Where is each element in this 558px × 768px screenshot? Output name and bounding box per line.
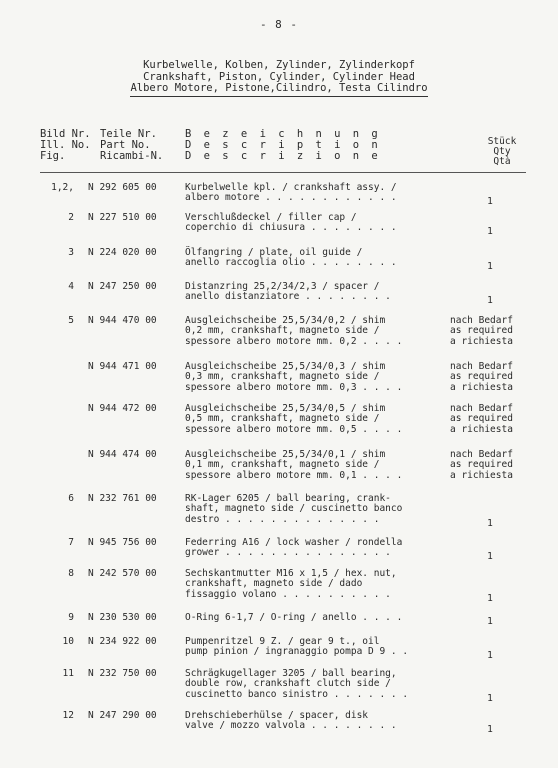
row-part-number: N 945 756 00: [88, 537, 157, 548]
quantity-note-line: nach Bedarf: [450, 361, 513, 372]
row-description: [185, 613, 445, 623]
quantity-note-line: a richiesta: [450, 335, 513, 347]
row-part-number: N 247 250 00: [88, 281, 157, 292]
row-description: [185, 248, 445, 269]
row-part-number: N 247 290 00: [88, 710, 157, 721]
header-divider: [40, 172, 526, 173]
quantity-note-line: a richiesta: [450, 423, 513, 435]
description-line: spessore albero motore mm. 0,1 . . . .: [185, 469, 403, 481]
row-part-number: N 944 472 00: [88, 403, 157, 414]
header-part-de: Teile Nr.: [100, 128, 157, 140]
description-line: valve / mozzo valvola . . . . . . . .: [185, 720, 397, 732]
row-part-number: N 242 570 00: [88, 568, 157, 579]
row-part-number: N 224 020 00: [88, 247, 157, 258]
description-line: 0,2 mm, crankshaft, magneto side /: [185, 325, 380, 337]
description-line: O-Ring 6-1,7 / O-ring / anello . . . .: [185, 612, 403, 623]
row-description: [185, 637, 445, 658]
row-description: [185, 669, 445, 700]
row-figure-number: 8: [68, 568, 74, 579]
row-description: [185, 213, 445, 234]
row-quantity: 1: [487, 650, 493, 662]
description-line: Sechskantmutter M16 x 1,5 / hex. nut,: [185, 568, 397, 579]
quantity-note-line: as required: [450, 325, 513, 337]
description-line: 0,5 mm, crankshaft, magneto side /: [185, 413, 380, 425]
header-desc-en: D e s c r i p t i o n: [185, 139, 381, 151]
row-quantity: 1: [487, 196, 493, 208]
description-line: Schrägkugellager 3205 / ball bearing,: [185, 668, 397, 679]
header-part-it: Ricambi-N.: [100, 150, 164, 162]
row-description: [185, 282, 445, 303]
row-figure-number: 6: [68, 493, 74, 504]
description-line: Ausgleichscheibe 25,5/34/0,3 / shim: [185, 361, 386, 372]
description-line: Ausgleichscheibe 25,5/34/0,2 / shim: [185, 315, 386, 326]
description-line: spessore albero motore mm. 0,5 . . . .: [185, 423, 403, 435]
description-line: spessore albero motore mm. 0,3 . . . .: [185, 381, 403, 393]
description-line: Ölfangring / plate, oil guide /: [185, 247, 363, 258]
description-line: cuscinetto banco sinistro . . . . . . .: [185, 688, 409, 700]
quantity-note-line: a richiesta: [450, 381, 513, 393]
row-quantity-note: [450, 404, 513, 435]
row-quantity: 1: [487, 692, 493, 704]
quantity-note-line: as required: [450, 413, 513, 425]
row-part-number: N 292 605 00: [88, 182, 157, 193]
header-bild-nr: [40, 129, 91, 162]
row-figure-number: 10: [62, 636, 74, 647]
title-line-en: Crankshaft, Piston, Cylinder, Cylinder Head: [143, 70, 415, 83]
title-line-it: [0, 83, 558, 97]
description-line: coperchio di chiusura . . . . . . . .: [185, 222, 397, 234]
description-line: double row, crankshaft clutch side /: [185, 678, 391, 690]
row-figure-number: 11: [62, 668, 74, 679]
header-bild-it: Fig.: [40, 150, 66, 162]
title-line-it-text: Albero Motore, Pistone,Cilindro, Testa Cilindro: [130, 83, 427, 97]
row-description: [185, 183, 445, 204]
row-part-number: N 227 510 00: [88, 212, 157, 223]
header-quantity: [480, 137, 524, 167]
quantity-note-line: as required: [450, 371, 513, 383]
header-desc-de: B e z e i c h n u n g: [185, 128, 381, 140]
description-line: crankshaft, magneto side / dado: [185, 578, 363, 590]
row-figure-number: 7: [68, 537, 74, 548]
description-line: Pumpenritzel 9 Z. / gear 9 t., oil: [185, 636, 380, 647]
row-description: [185, 362, 445, 393]
row-part-number: N 234 922 00: [88, 636, 157, 647]
header-description: [185, 129, 381, 162]
row-quantity: 1: [487, 592, 493, 604]
row-description: [185, 711, 445, 732]
description-line: Distanzring 25,2/34/2,3 / spacer /: [185, 281, 380, 292]
quantity-note-line: nach Bedarf: [450, 403, 513, 414]
row-part-number: N 944 474 00: [88, 449, 157, 460]
description-line: anello distanziatore . . . . . . . .: [185, 291, 391, 303]
description-line: pump pinion / ingranaggio pompa D 9 . .: [185, 646, 409, 658]
description-line: spessore albero motore mm. 0,2 . . . .: [185, 335, 403, 347]
description-line: Ausgleichscheibe 25,5/34/0,5 / shim: [185, 403, 386, 414]
row-figure-number: 4: [68, 281, 74, 292]
description-line: anello raccoglia olio . . . . . . . .: [185, 257, 397, 269]
row-quantity: 1: [487, 517, 493, 529]
header-qty-de: Stück: [487, 136, 517, 147]
row-description: [185, 569, 445, 600]
row-quantity: 1: [487, 226, 493, 238]
title-line-de: Kurbelwelle, Kolben, Zylinder, Zylinderkopf: [143, 59, 415, 71]
row-description: [185, 404, 445, 435]
header-part-en: Part No.: [100, 139, 151, 151]
row-figure-number: 2: [68, 212, 74, 223]
page-number: - 8 -: [259, 18, 299, 31]
row-description: [185, 538, 445, 559]
row-quantity: 1: [487, 724, 493, 736]
description-line: Ausgleichscheibe 25,5/34/0,1 / shim: [185, 449, 386, 460]
description-line: albero motore . . . . . . . . . . . .: [185, 192, 397, 204]
row-description: [185, 450, 445, 481]
row-figure-number: 12: [62, 710, 74, 721]
description-line: Verschlußdeckel / filler cap /: [185, 212, 357, 223]
row-figure-number: 5: [68, 315, 74, 326]
header-desc-it: D e s c r i z i o n e: [185, 150, 381, 162]
row-part-number: N 232 761 00: [88, 493, 157, 504]
description-line: fissaggio volano . . . . . . . . . .: [185, 588, 391, 600]
row-part-number: N 944 471 00: [88, 361, 157, 372]
description-line: destro . . . . . . . . . . . . . .: [185, 513, 380, 525]
description-line: RK-Lager 6205 / ball bearing, crank-: [185, 493, 391, 504]
row-part-number: N 944 470 00: [88, 315, 157, 326]
description-line: 0,3 mm, crankshaft, magneto side /: [185, 371, 380, 383]
header-bild-en: Ill. No.: [40, 139, 91, 151]
row-quantity: 1: [487, 261, 493, 273]
row-part-number: N 230 530 00: [88, 612, 157, 623]
description-line: Drehschieberhülse / spacer, disk: [185, 710, 369, 721]
quantity-note-line: a richiesta: [450, 469, 513, 481]
description-line: shaft, magneto side / cuscinetto banco: [185, 503, 403, 515]
row-quantity: 1: [487, 616, 493, 627]
row-quantity: 1: [487, 295, 493, 307]
row-quantity-note: [450, 362, 513, 393]
quantity-note-line: nach Bedarf: [450, 315, 513, 326]
description-line: Federring A16 / lock washer / rondella: [185, 537, 403, 548]
description-line: grower . . . . . . . . . . . . . . .: [185, 547, 391, 559]
quantity-note-line: as required: [450, 459, 513, 471]
row-figure-number: 3: [68, 247, 74, 258]
row-figure-number: 1,2,: [51, 182, 74, 193]
row-figure-number: 9: [68, 612, 74, 623]
header-qty-it: Qtà: [493, 156, 511, 167]
page-title: [0, 60, 558, 97]
header-qty-en: Qty: [493, 146, 511, 157]
row-description: [185, 494, 445, 525]
description-line: Kurbelwelle kpl. / crankshaft assy. /: [185, 182, 397, 193]
row-quantity-note: [450, 450, 513, 481]
row-description: [185, 316, 445, 347]
description-line: 0,1 mm, crankshaft, magneto side /: [185, 459, 380, 471]
header-bild-de: Bild Nr.: [40, 128, 91, 140]
row-quantity: 1: [487, 551, 493, 563]
row-part-number: N 232 750 00: [88, 668, 157, 679]
row-quantity-note: [450, 316, 513, 347]
quantity-note-line: nach Bedarf: [450, 449, 513, 460]
header-part-nr: [100, 129, 163, 162]
